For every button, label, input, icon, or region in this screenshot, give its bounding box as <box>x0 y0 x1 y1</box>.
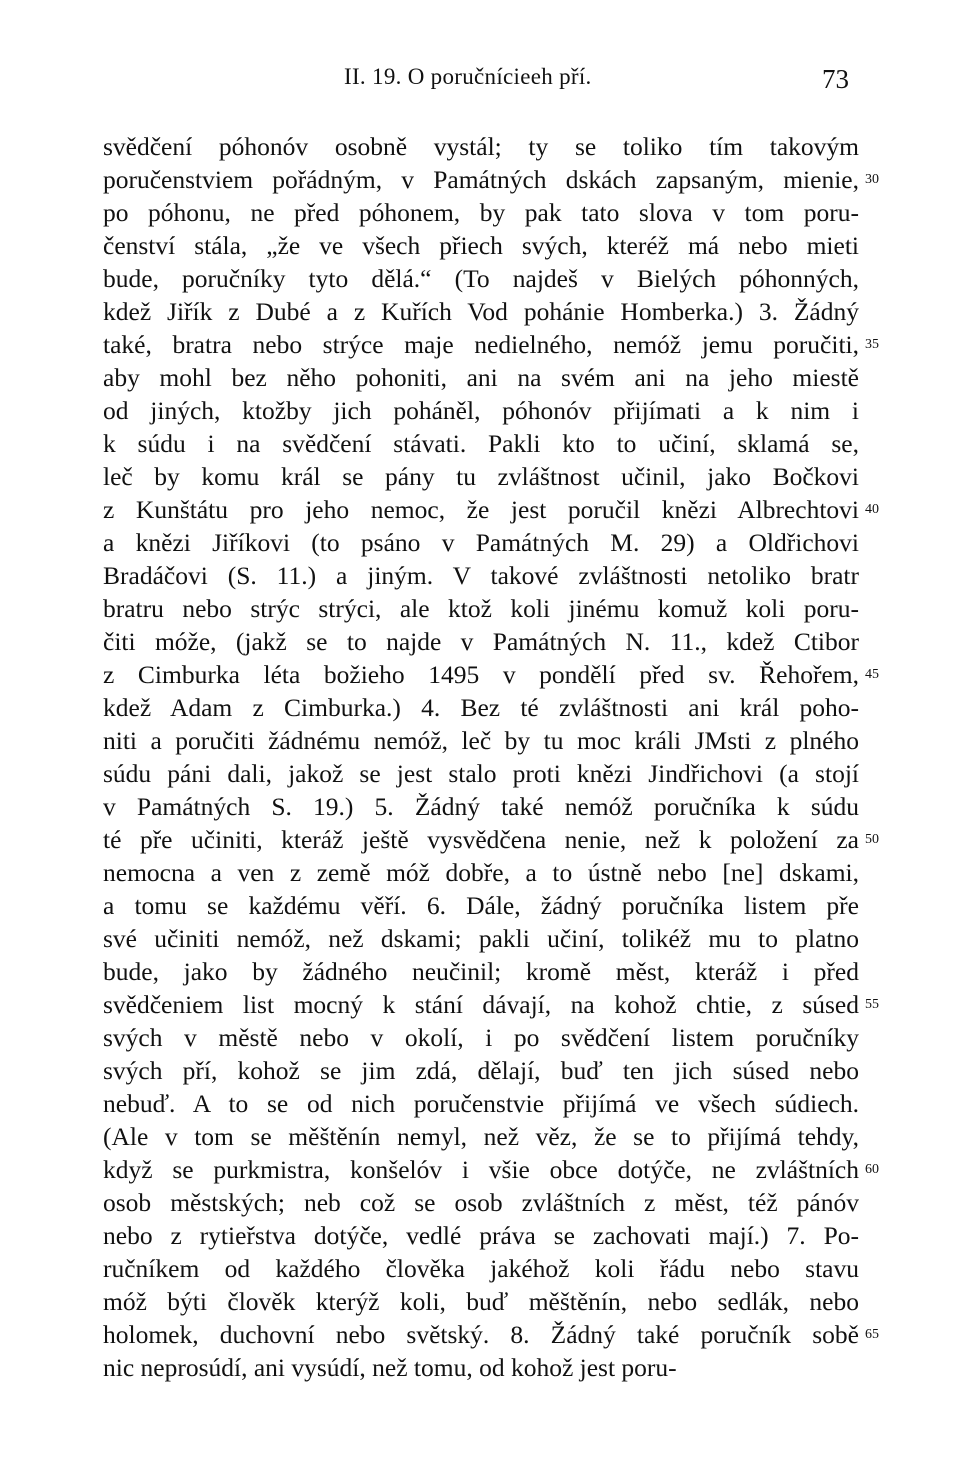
text-line: čenství stála, „že ve všech přiech svých, kteréž má nebo mieti <box>103 231 859 260</box>
line-number: 55 <box>865 997 879 1012</box>
text-line: k súdu i na svědčení stávati. Pakli kto to učiní, sklamá se, <box>103 429 859 458</box>
text-line: z Kunštátu pro jeho nemoc, že jest poručil knězi Albrechtovi <box>103 495 859 524</box>
page-header <box>0 60 960 100</box>
line-number: 30 <box>865 172 879 187</box>
text-line: bude, poručníky tyto dělá.“ (To najdeš v Bielých póhonných, <box>103 264 859 293</box>
line-number: 65 <box>865 1327 879 1342</box>
text-line: leč by komu král se pány tu zvláštnost učinil, jako Bočkovi <box>103 462 859 491</box>
text-line: aby mohl bez něho pohoniti, ani na svém ani na jeho miestě <box>103 363 859 392</box>
page-number: 73 <box>822 64 849 94</box>
text-line: a tomu se každému věří. 6. Dále, žádný poručníka listem pře <box>103 891 859 920</box>
line-number: 40 <box>865 502 879 517</box>
text-line: nic neprosúdí, ani vysúdí, než tomu, od kohož jest poru- <box>103 1353 677 1382</box>
text-line: niti a poručiti žádnému nemóž, leč by tu moc králi JMsti z plného <box>103 726 859 755</box>
text-line: po póhonu, ne před póhonem, by pak tato slova v tom poru- <box>103 198 859 227</box>
text-line: svědčeniem list mocný k stání dávají, na kohož chtie, z súsed <box>103 990 859 1019</box>
text-line: když se purkmistra, konšelóv i všie obce dotýče, ne zvláštních <box>103 1155 859 1184</box>
text-line: móž býti člověk kterýž koli, buď měštěnín, nebo sedlák, nebo <box>103 1287 859 1316</box>
text-line: také, bratra nebo strýce maje nedielného, nemóž jemu poručiti, <box>103 330 859 359</box>
text-line: z Cimburka léta božieho 1495 v pondělí před sv. Řehořem, <box>103 660 859 689</box>
text-line: své učiniti nemóž, než dskami; pakli učiní, tolikéž mu to platno <box>103 924 859 953</box>
line-number: 50 <box>865 832 879 847</box>
line-number: 60 <box>865 1162 879 1177</box>
text-line: čiti móže, (jakž se to najde v Památných N. 11., kdež Ctibor <box>103 627 859 656</box>
text-line: a knězi Jiříkovi (to psáno v Památných M. 29) a Oldřichovi <box>103 528 859 557</box>
text-line: poručenstviem pořádným, v Památných dskách zapsaným, mienie, <box>103 165 859 194</box>
text-line: nebuď. A to se od nich poručenstvie přijímá ve všech súdiech. <box>103 1089 859 1118</box>
text-line: ručníkem od každého člověka jakéhož koli řádu nebo stavu <box>103 1254 859 1283</box>
text-line: svých pří, kohož se jim zdá, dělají, buď ten jich súsed nebo <box>103 1056 859 1085</box>
text-line: bratru nebo strýc strýci, ale ktož koli jinému komuž koli poru- <box>103 594 859 623</box>
text-line: svých v městě nebo v okolí, i po svědčení listem poručníky <box>103 1023 859 1052</box>
text-line: nemocna a ven z země móž dobře, a to ústně nebo [ne] dskami, <box>103 858 859 887</box>
text-line: súdu páni dali, jakož se jest stalo proti knězi Jindřichovi (a stojí <box>103 759 859 788</box>
text-line: Bradáčovi (S. 11.) a jiným. V takové zvláštnosti netoliko bratr <box>103 561 859 590</box>
running-head: II. 19. O poručnícieeh pří. <box>344 64 592 89</box>
text-line: kdež Jiřík z Dubé a z Kuřích Vod pohánie Homberka.) 3. Žádný <box>103 297 859 326</box>
text-line: bude, jako by žádného neučinil; kromě měst, kteráž i před <box>103 957 859 986</box>
text-line: nebo z rytieřstva dotýče, vedlé práva se zachovati mají.) 7. Po- <box>103 1221 859 1250</box>
text-line: (Ale v tom se měštěnín nemyl, než věz, že se to přijímá tehdy, <box>103 1122 859 1151</box>
text-line: kdež Adam z Cimburka.) 4. Bez té zvláštnosti ani král poho- <box>103 693 859 722</box>
text-line: od jiných, ktožby jich poháněl, póhonóv přijímati a k nim i <box>103 396 859 425</box>
text-line: svědčení póhonóv osobně vystál; ty se toliko tím takovým <box>103 132 859 161</box>
text-line: té pře učiniti, kteráž ještě vysvědčena nenie, než k položení za <box>103 825 859 854</box>
text-line: osob městských; neb což se osob zvláštních z měst, též pánóv <box>103 1188 859 1217</box>
text-line: holomek, duchovní nebo světský. 8. Žádný také poručník sobě <box>103 1320 859 1349</box>
line-number: 45 <box>865 667 879 682</box>
text-line: v Památných S. 19.) 5. Žádný také nemóž poručníka k súdu <box>103 792 859 821</box>
line-number: 35 <box>865 337 879 352</box>
